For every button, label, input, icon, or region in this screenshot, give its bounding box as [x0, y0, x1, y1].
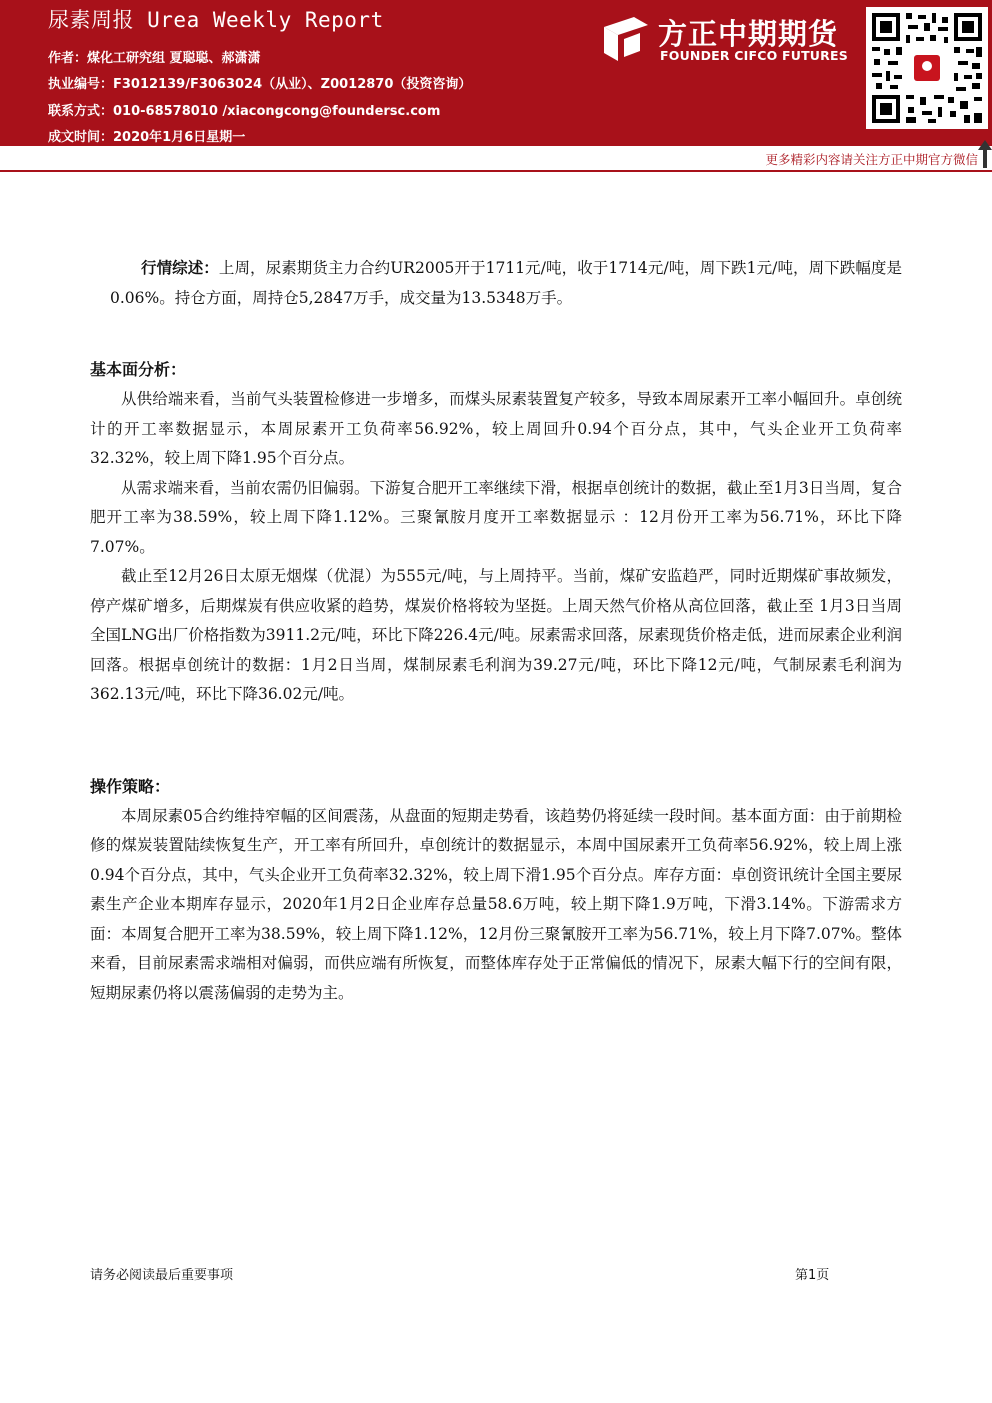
supply-paragraph: 从供给端来看，当前气头装置检修进一步增多，而煤头尿素装置复产较多，导致本周尿素开工率小幅回升。卓创统计的开工率数据显示，本周尿素开工负荷率56.92%，较上周回升0.94个百分点，其中，气头企业开工负荷率32.32%，较上周下降1.95个百分点。	[90, 390, 902, 467]
contact-line: 联系方式：010-68578010 /xiacongcong@foundersc.com	[48, 104, 441, 119]
report-body	[90, 254, 902, 1008]
market-summary-heading: 行情综述：	[141, 259, 219, 277]
page-number: 第1页	[795, 1268, 830, 1283]
cost-paragraph: 截止至12月26日太原无烟煤（优混）为555元/吨，与上周持平。当前，煤矿安监趋严，同时近期煤矿事故频发，停产煤矿增多，后期煤炭有供应收紧的趋势，煤炭价格将较为坚挺。上周天然气价格从高位回落，截止至 1月3日当周全国LNG出厂价格指数为3911.2元/吨，环比下降226.4元/吨。尿素需求回落，尿素现货价格走低，进而尿素企业利润回落。根据卓创统计的数据：1月2日当周，煤制尿素毛利润为39.27元/吨，环比下降12元/吨，气制尿素毛利润为362.13元/吨，环比下降36.02元/吨。	[90, 567, 902, 703]
license-line: 执业编号：F3012139/F3063024（从业）、Z0012870（投资咨询）	[48, 77, 472, 92]
follow-bar	[0, 146, 992, 172]
date-line: 成文时间：2020年1月6日星期一	[48, 130, 246, 145]
strategy-paragraph: 本周尿素05合约维持窄幅的区间震荡，从盘面的短期走势看，该趋势仍将延续一段时间。基本面方面：由于前期检修的煤炭装置陆续恢复生产，开工率有所回升，卓创统计的数据显示，本周中国尿素开工负荷率56.92%，较上周上涨0.94个百分点，其中，气头企业开工负荷率32.32%，较上周下滑1.95个百分点。库存方面：卓创资讯统计全国主要尿素生产企业本期库存显示，2020年1月2日企业库存总量58.6万吨，较上期下降1.9万吨，下滑3.14%。下游需求方面：本周复合肥开工率为38.59%，较上周下降1.12%，12月份三聚氰胺开工率为56.71%，较上月下降7.07%。整体来看，目前尿素需求端相对偏弱，而供应端有所恢复，而整体库存处于正常偏低的情况下，尿素大幅下行的空间有限，短期尿素仍将以震荡偏弱的走势为主。	[90, 806, 902, 1002]
footer-notice: 请务必阅读最后重要事项	[90, 1268, 234, 1283]
market-summary	[110, 254, 902, 313]
strategy-heading: 操作策略：	[90, 776, 171, 796]
fundamentals-heading: 基本面分析：	[90, 360, 187, 379]
demand-paragraph: 从需求端来看，当前农需仍旧偏弱。下游复合肥开工率继续下滑，根据卓创统计的数据，截止至1月3日当周，复合肥开工率为38.59%，较上周下降1.12%。三聚氰胺月度开工率数据显示 ：12月份开工率为56.71%，环比下降7.07%。	[90, 478, 902, 556]
follow-wechat-text: 更多精彩内容请关注方正中期官方微信	[765, 152, 978, 167]
qr-code-icon	[866, 7, 988, 129]
report-header	[0, 0, 992, 146]
market-summary-text: 上周，尿素期货主力合约UR2005开于1711元/吨，收于1714元/吨，周下跌1元/吨，周下跌幅度是0.06%。持仓方面，周持仓5,2847万手，成交量为13.5348万手。	[110, 259, 902, 307]
company-logo-english: FOUNDER CIFCO FUTURES	[660, 48, 848, 63]
report-title: 尿素周报 Urea Weekly Report	[48, 8, 384, 32]
founder-logo-icon	[604, 17, 648, 61]
up-arrow-icon	[978, 140, 992, 168]
company-logo-text: 方正中期期货	[658, 17, 839, 51]
author-line: 作者：煤化工研究组 夏聪聪、郝潇潇	[48, 51, 261, 66]
